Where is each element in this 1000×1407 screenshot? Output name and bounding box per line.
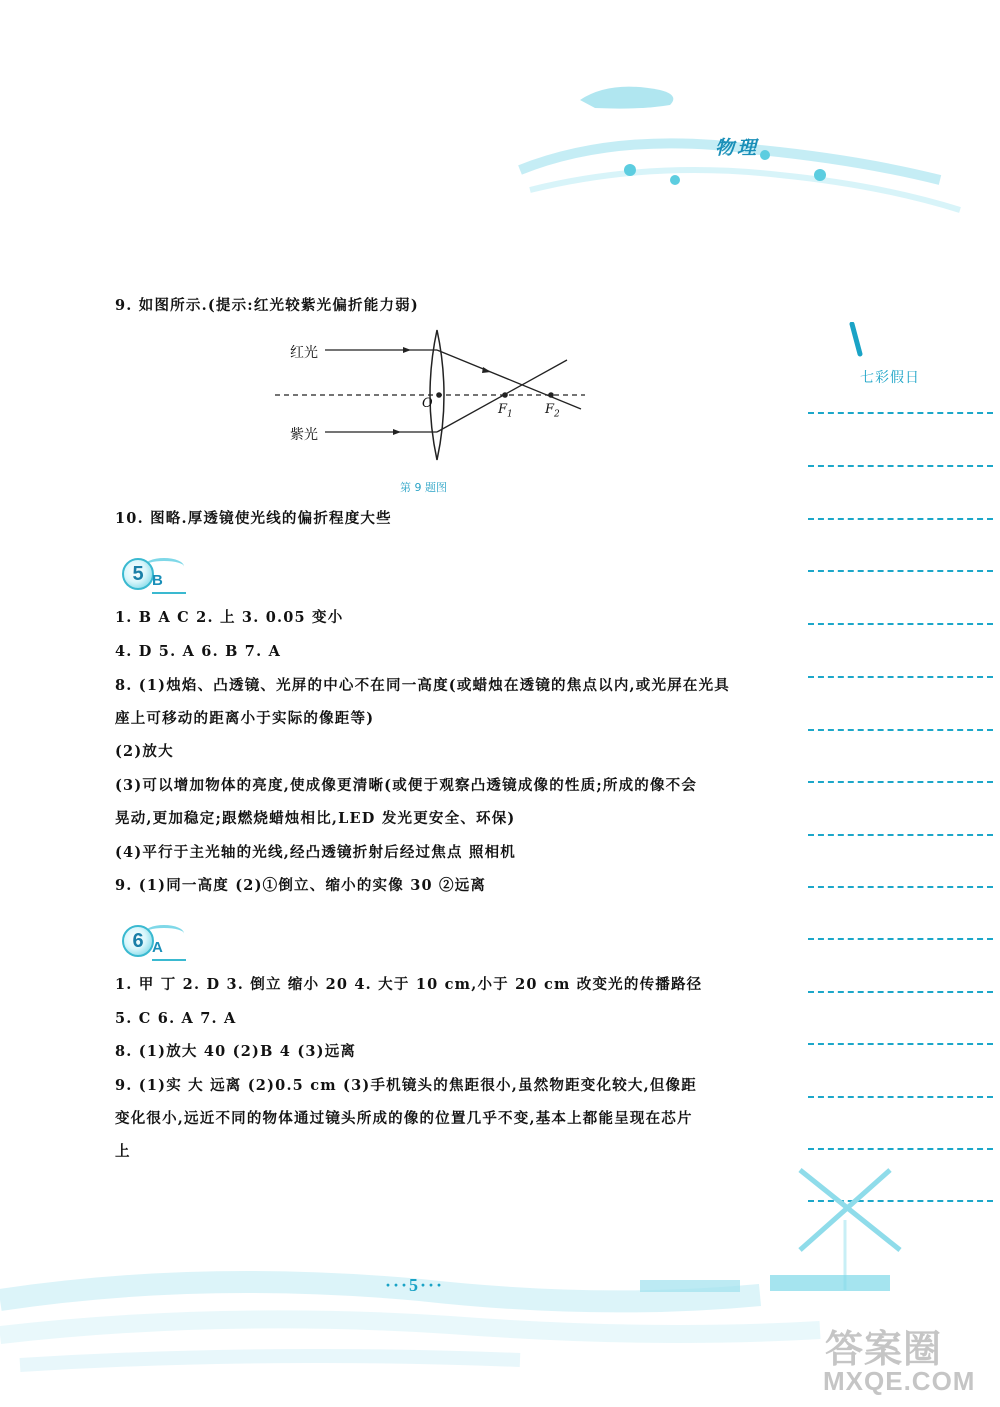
answer-line: (2)放大: [115, 743, 174, 760]
note-line: [808, 465, 993, 467]
note-line: [808, 938, 993, 940]
badge-underline: [152, 959, 186, 961]
badge-number: 6: [122, 925, 154, 957]
focus-f2-label: [545, 402, 560, 420]
badge-letter: B: [152, 572, 163, 589]
brand-label: 七彩假日: [860, 370, 920, 386]
optical-center-label: O: [422, 396, 433, 411]
note-line: [808, 886, 993, 888]
note-line: [808, 1148, 993, 1150]
note-line: [808, 676, 993, 678]
note-line: [808, 729, 993, 731]
note-line: [808, 834, 993, 836]
note-line: [808, 991, 993, 993]
question-10: 10. 图略.厚透镜使光线的偏折程度大些: [115, 510, 392, 527]
note-line: [808, 1096, 993, 1098]
note-line: [808, 781, 993, 783]
lens-diagram: [275, 325, 595, 475]
answer-line: (3)可以增加物体的亮度,使成像更清晰(或便于观察凸透镜成像的性质;所成的像不会: [115, 777, 698, 794]
pen-icon: [848, 322, 866, 358]
answer-line: 5. C 6. A 7. A: [115, 1010, 237, 1027]
answer-line: 4. D 5. A 6. B 7. A: [115, 643, 282, 660]
answer-line: 8. (1)放大 40 (2)B 4 (3)远离: [115, 1043, 357, 1060]
focus-f1-letter: F: [498, 402, 508, 417]
focus-f2-sub: 2: [554, 409, 560, 420]
section-badge-6a: [118, 923, 188, 963]
red-light-label: 红光: [290, 345, 318, 361]
focus-f1-sub: 1: [507, 409, 513, 420]
note-line: [808, 518, 993, 520]
answer-line: 8. (1)烛焰、凸透镜、光屏的中心不在同一高度(或蜡烛在透镜的焦点以内,或光屏在光具: [115, 677, 731, 694]
answer-line: 1. B A C 2. 上 3. 0.05 变小: [115, 609, 344, 626]
violet-light-label: 紫光: [290, 427, 318, 443]
badge-letter: A: [152, 939, 163, 956]
note-line: [808, 412, 993, 414]
note-line: [808, 570, 993, 572]
answer-line: 上: [115, 1143, 131, 1160]
answer-line: 1. 甲 丁 2. D 3. 倒立 缩小 20 4. 大于 10 cm,小于 20 cm 改变光的传播路径: [115, 976, 703, 993]
focus-f2-letter: F: [545, 402, 555, 417]
watermark-logo: 答案圈: [825, 1327, 943, 1371]
question-9: 9. 如图所示.(提示:红光较紫光偏折能力弱): [115, 297, 419, 314]
answer-line: 9. (1)实 大 远离 (2)0.5 cm (3)手机镜头的焦距很小,虽然物距变化较大,但像距: [115, 1077, 697, 1094]
answer-line: 晃动,更加稳定;跟燃烧蜡烛相比,LED 发光更安全、环保): [115, 810, 516, 827]
answer-line: (4)平行于主光轴的光线,经凸透镜折射后经过焦点 照相机: [115, 844, 517, 861]
answer-line: 变化很小,远近不同的物体通过镜头所成的像的位置几乎不变,基本上都能呈现在芯片: [115, 1110, 693, 1127]
answer-line: 9. (1)同一高度 (2)①倒立、缩小的实像 30 ②远离: [115, 877, 487, 894]
subject-title: 物理: [715, 137, 760, 159]
badge-underline: [152, 592, 186, 594]
focus-f1-label: [498, 402, 513, 420]
note-line: [808, 623, 993, 625]
page-number: ···5···: [385, 1275, 445, 1295]
watermark-url: MXQE.COM: [823, 1366, 976, 1396]
figure-caption: 第 9 题图: [400, 481, 447, 494]
section-badge-5b: [118, 556, 188, 596]
answer-line: 座上可移动的距离小于实际的像距等): [115, 710, 375, 727]
note-line: [808, 1043, 993, 1045]
badge-number: 5: [122, 558, 154, 590]
